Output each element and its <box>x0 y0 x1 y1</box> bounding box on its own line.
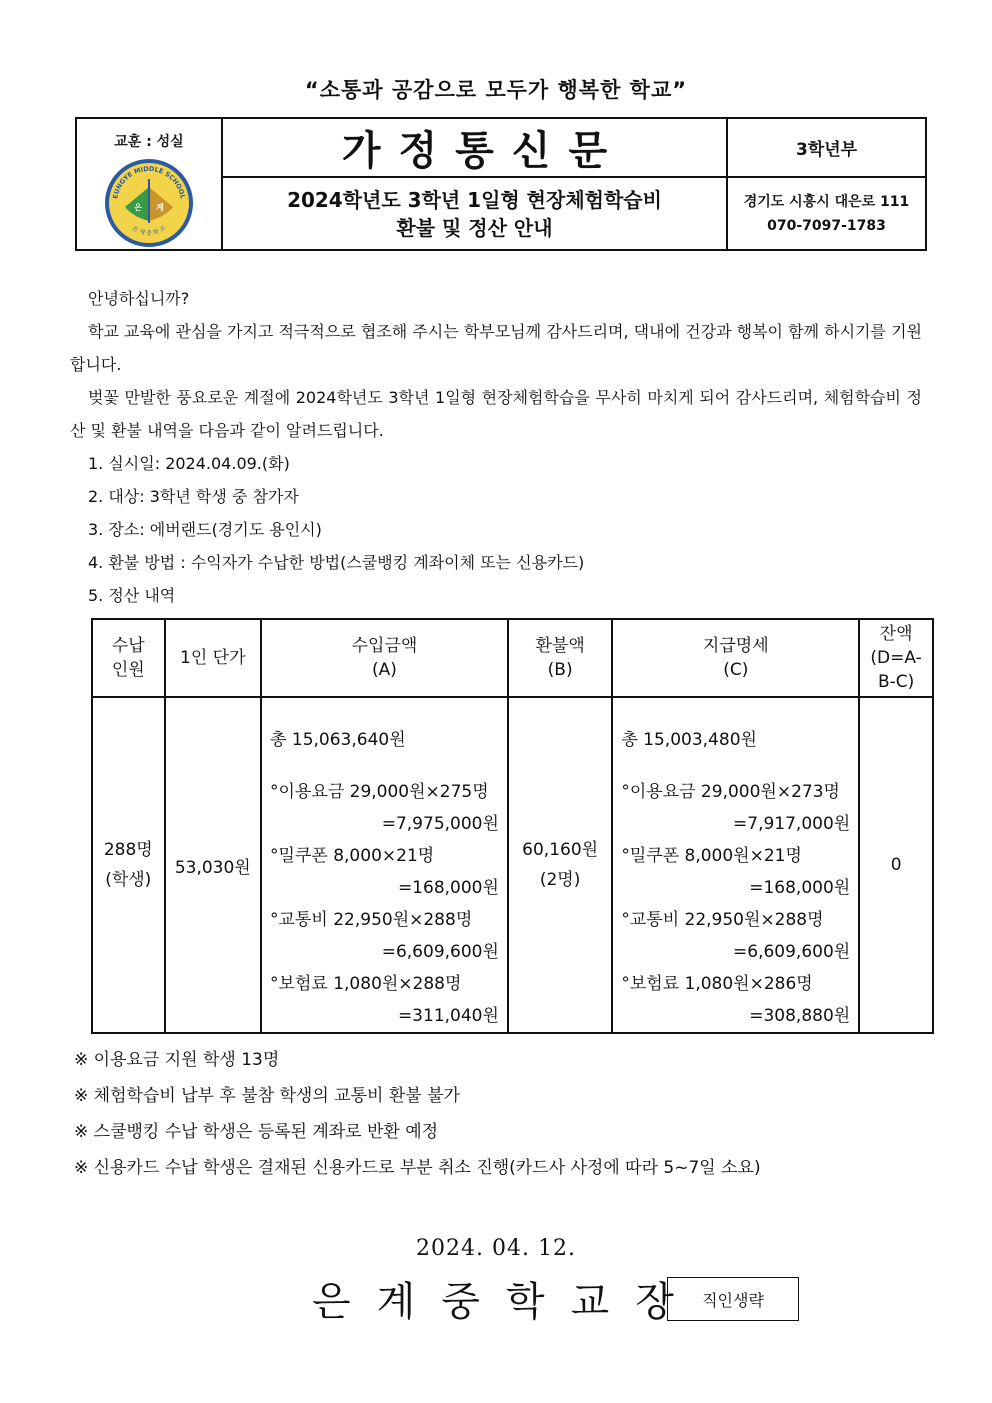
header-balance <box>859 619 933 697</box>
payment-result: =308,880원 <box>749 1006 851 1026</box>
newsletter-title: 가정통신문 <box>341 128 626 174</box>
income-result: =6,609,600원 <box>381 942 499 962</box>
header-payment-line-2: (C) <box>723 660 749 680</box>
school-phone: 070-7097-1783 <box>767 217 886 234</box>
refund-amount: 60,160원 <box>522 840 599 860</box>
school-address: 경기도 시흥시 대은로 111 <box>743 193 910 210</box>
payment-result: =6,609,600원 <box>733 942 851 962</box>
note-item: ※ 체험학습비 납부 후 불참 학생의 교통비 환불 불가 <box>74 1086 460 1106</box>
header-payment <box>612 619 859 697</box>
paragraph-2: 벚꽃 만발한 풍요로운 계절에 2024학년도 3학년 1일형 현장체험학습을 무사히 마치게 되어 감사드리며, 체험학습비 정산 및 환불 내역을 다음과 같이 알려드립니다. <box>70 388 922 440</box>
list-item: 1. 실시일: 2024.04.09.(화) <box>88 454 290 473</box>
letter-body <box>70 282 922 612</box>
income-line: °이용요금 29,000원×275명 <box>270 782 489 802</box>
header-refund-line-2: (B) <box>547 660 573 680</box>
list-item: 5. 정산 내역 <box>88 586 176 605</box>
count-unit: (학생) <box>105 870 152 890</box>
notes-list <box>74 1042 761 1186</box>
header-count <box>92 619 165 697</box>
logo-arc-text: EUNGYE MIDDLE SCHOOL <box>111 164 187 200</box>
department-cell <box>727 118 926 177</box>
header-refund <box>508 619 612 697</box>
income-line: °보험료 1,080원×288명 <box>270 974 462 994</box>
refund-count: (2명) <box>539 870 581 890</box>
header-payment-line-1: 지급명세 <box>702 636 769 656</box>
income-line: °밀쿠폰 8,000×21명 <box>270 846 435 866</box>
contact-cell <box>727 177 926 250</box>
payment-line: °밀쿠폰 8,000원×21명 <box>621 846 802 866</box>
department: 3학년부 <box>795 140 858 160</box>
title-cell <box>222 118 727 177</box>
logo-char-right: 계 <box>156 203 164 212</box>
cell-count <box>92 697 165 1033</box>
cell-refund <box>508 697 612 1033</box>
header-balance-line-1: 잔액 <box>879 624 913 644</box>
table-row <box>92 697 933 1033</box>
income-result: =311,040원 <box>397 1006 499 1026</box>
header-income-line-2: (A) <box>372 660 397 680</box>
note-item: ※ 이용요금 지원 학생 13명 <box>74 1050 280 1070</box>
school-logo <box>103 157 195 249</box>
cell-payment <box>612 697 859 1033</box>
school-info-cell <box>76 118 222 250</box>
cell-balance: 0 <box>859 697 933 1033</box>
header-income-line-1: 수입금액 <box>351 636 418 656</box>
income-line: °교통비 22,950원×288명 <box>270 910 473 930</box>
issue-date: 2024. 04. 12. <box>416 1236 576 1261</box>
header-balance-line-2: (D=A- <box>870 648 922 668</box>
note-item: ※ 스쿨뱅킹 수납 학생은 등록된 계좌로 반환 예정 <box>74 1122 439 1142</box>
paragraph-1: 학교 교육에 관심을 가지고 적극적으로 협조해 주시는 학부모님께 감사드리며, 댁내에 건강과 행복이 함께 하시기를 기원합니다. <box>70 322 922 374</box>
header-unit-price: 1인 단가 <box>165 619 262 697</box>
cell-unit-price: 53,030원 <box>165 697 262 1033</box>
header-income <box>261 619 508 697</box>
header-count-line-2: 인원 <box>111 660 145 680</box>
table-header-row <box>92 619 933 697</box>
list-item: 4. 환불 방법 : 수익자가 수납한 방법(스쿨뱅킹 계좌이체 또는 신용카드) <box>88 553 585 572</box>
seal-omitted-label: 직인생략 <box>702 1290 764 1310</box>
school-motto: 교훈 : 성실 <box>114 134 184 150</box>
list-item: 3. 장소: 에버랜드(경기도 용인시) <box>88 520 322 539</box>
payment-total: 총 15,003,480원 <box>621 730 757 750</box>
payment-result: =168,000원 <box>749 878 851 898</box>
header-count-line-1: 수납 <box>111 636 145 656</box>
greeting: 안녕하십니까? <box>88 289 190 308</box>
subject-cell <box>222 177 727 250</box>
settlement-table <box>91 618 934 1034</box>
income-result: =168,000원 <box>397 878 499 898</box>
payment-line: °보험료 1,080원×286명 <box>621 974 813 994</box>
principal-signature: 은계중학교장 <box>312 1279 700 1325</box>
cell-income <box>261 697 508 1033</box>
logo-bottom-text: 은 계 중 학 교 <box>130 224 168 237</box>
income-total: 총 15,063,640원 <box>270 730 406 750</box>
header-refund-line-1: 환불액 <box>535 636 585 656</box>
count-value: 288명 <box>103 840 153 860</box>
list-item: 2. 대상: 3학년 학생 중 참가자 <box>88 487 299 506</box>
payment-result: =7,917,000원 <box>733 814 851 834</box>
seal-omitted-box <box>667 1277 799 1321</box>
income-result: =7,975,000원 <box>381 814 499 834</box>
payment-line: °이용요금 29,000원×273명 <box>621 782 840 802</box>
newsletter-header <box>75 117 927 251</box>
subject-line-2: 환불 및 정산 안내 <box>396 215 553 240</box>
logo-char-left: 은 <box>134 203 142 212</box>
payment-line: °교통비 22,950원×288명 <box>621 910 824 930</box>
subject-line-1: 2024학년도 3학년 1일형 현장체험학습비 <box>287 187 662 212</box>
header-balance-line-3: B-C) <box>877 672 915 692</box>
note-item: ※ 신용카드 수납 학생은 결재된 신용카드로 부분 취소 진행(카드사 사정에 따라 5~7일 소요) <box>74 1158 761 1178</box>
school-slogan: “소통과 공감으로 모두가 행복한 학교” <box>304 78 688 102</box>
